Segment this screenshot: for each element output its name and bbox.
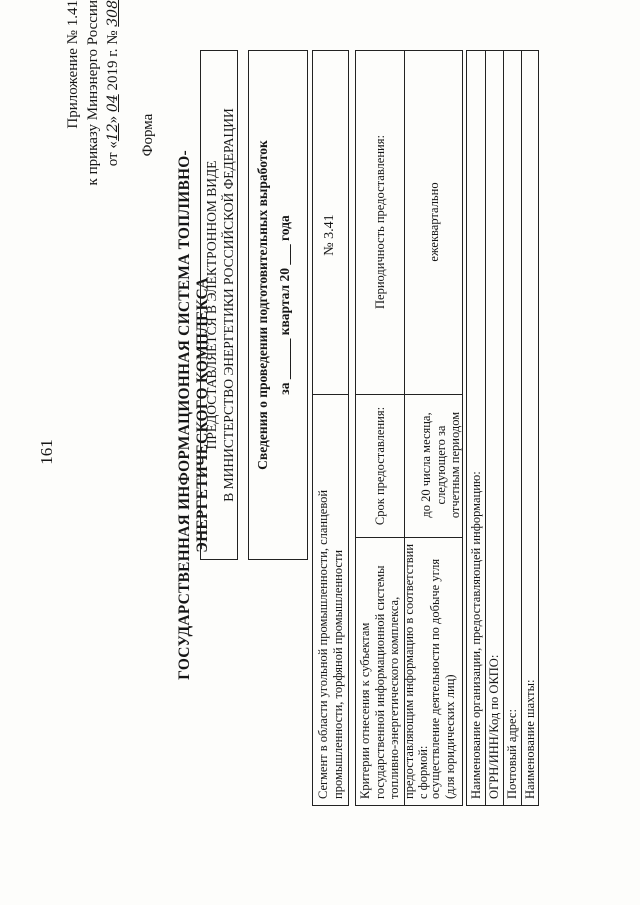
periodicity-header: Периодичность предоставления: (373, 135, 387, 309)
criteria-value: осуществление деятельности по добыче угля (для юридических лиц) (428, 558, 457, 799)
org-row-divider-1 (485, 51, 486, 805)
criteria-table (355, 50, 463, 806)
segment-label: Сегмент в области угольной промышленности, сланцевой промышленности, торфяной промышленности (316, 489, 345, 799)
segment-divider (313, 394, 348, 395)
page-number: 161 (37, 439, 56, 465)
org-row-divider-2 (503, 51, 504, 805)
submission-line1: ПРЕДОСТАВЛЯЕТСЯ В ЭЛЕКТРОННОМ ВИДЕ (204, 160, 219, 450)
org-mine-label: Наименование шахты: (523, 679, 537, 799)
form-number: № 3.41 (322, 214, 337, 256)
org-row-divider-3 (521, 51, 522, 805)
attachment-date-line (103, 0, 123, 190)
report-title: Сведения о проведении подготовительных выработок (255, 140, 270, 470)
periodicity-value: ежеквартально (427, 182, 441, 262)
segment-row (312, 50, 349, 806)
attachment-line2: к приказу Минэнерго России (85, 0, 101, 186)
report-title-box (248, 50, 308, 560)
submission-line2: В МИНИСТЕРСТВО ЭНЕРГЕТИКИ РОССИЙСКОЙ ФЕДЕРАЦИИ (221, 108, 236, 502)
deadline-value: до 20 числа месяца, следующего за отчетным периодом (419, 411, 462, 519)
criteria-col-divider-2 (356, 394, 462, 395)
attachment-line1: Приложение № 1.41 (65, 0, 81, 129)
date-mid: » (105, 115, 121, 124)
report-period: за ______ квартал 20 ___ года (277, 215, 292, 395)
org-address-label: Почтовый адрес: (505, 709, 519, 799)
date-prefix: от « (105, 141, 121, 167)
deadline-header: Срок предоставления: (373, 406, 387, 526)
submission-box (200, 50, 238, 560)
form-label: Форма (140, 113, 156, 157)
main-title: ГОСУДАРСТВЕННАЯ ИНФОРМАЦИОННАЯ СИСТЕМА ТОПЛИВНО-ЭНЕРГЕТИЧЕСКОГО КОМПЛЕКСА (176, 150, 211, 680)
date-year: 2019 г. № (105, 30, 121, 91)
criteria-col-divider-1 (356, 537, 462, 538)
date-month: 04 (105, 94, 121, 113)
org-name-label: Наименование организации, предоставляющей информацию: (469, 471, 483, 799)
org-ids-label: ОГРН/ИНН/Код по ОКПО: (487, 654, 501, 799)
organization-table (466, 50, 539, 806)
order-number: 308 (105, 0, 121, 27)
attachment-header (63, 0, 123, 190)
date-day: 12 (105, 123, 121, 142)
criteria-header: Критерии отнесения к субъектам государственной информационной системы топливно-энергетического комплекса, предоставляющим информацию в соответствии с формой: (358, 543, 430, 799)
